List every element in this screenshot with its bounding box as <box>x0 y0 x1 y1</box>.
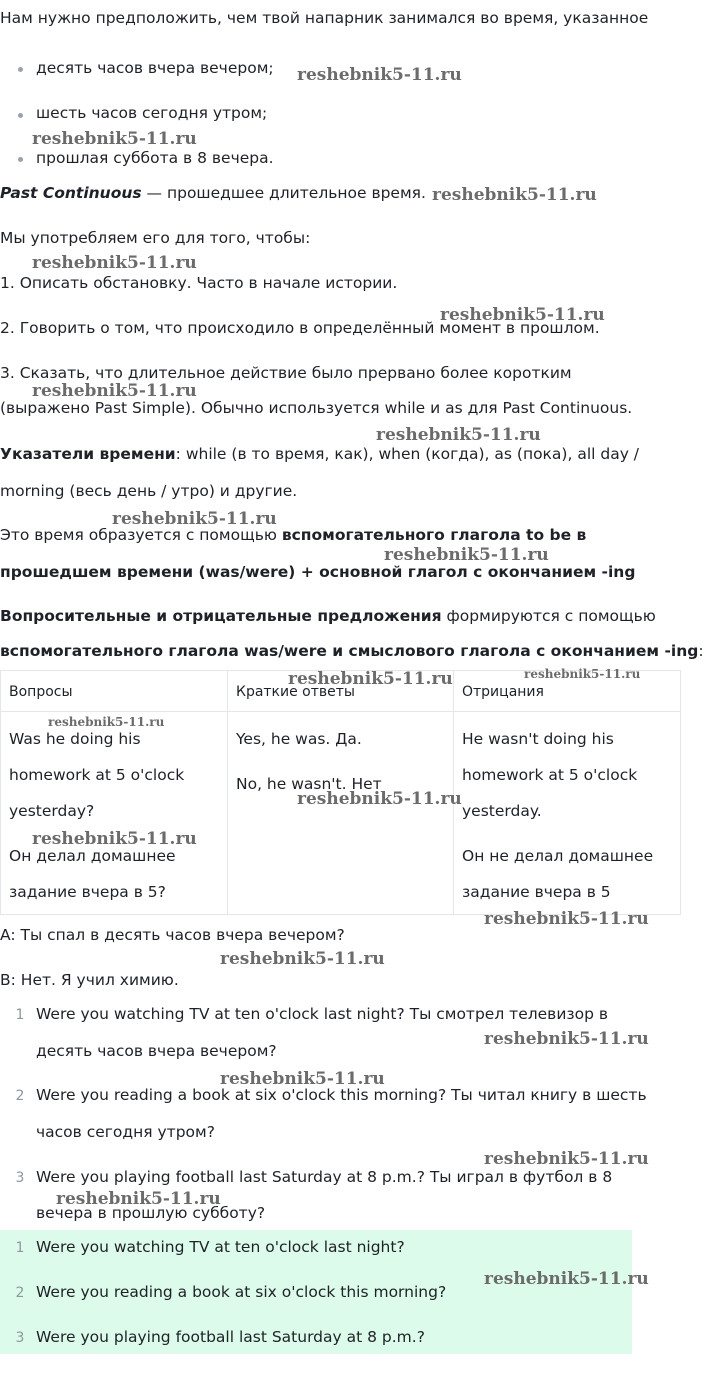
watermark: reshebnik5-11.ru <box>48 715 165 729</box>
bullet-dot <box>18 157 23 162</box>
markers-line-2: morning (весь день / утро) и другие. <box>0 482 298 500</box>
translated-item-line: Were you watching TV at ten o'clock last night? Ты смотрел телевизор в <box>36 1005 609 1023</box>
header-short-answers: Краткие ответы <box>236 684 355 700</box>
watermark: reshebnik5-11.ru <box>32 129 197 149</box>
questions-line-2 <box>0 641 704 661</box>
list-number: 3 <box>15 1330 25 1346</box>
markers-label: Указатели времени <box>0 445 176 463</box>
translated-item-line: Were you playing football last Saturday at 8 p.m.? Ты играл в футбол в 8 <box>36 1168 613 1186</box>
watermark: reshebnik5-11.ru <box>32 381 197 401</box>
pc-rest: — прошедшее длительное время. <box>141 184 426 202</box>
intro-text: Нам нужно предположить, чем твой напарник занимался во время, указанное <box>0 9 649 27</box>
markers-line-1 <box>0 444 639 464</box>
formation-line-1 <box>0 525 586 545</box>
cell-line: homework at 5 o'clock <box>462 766 638 784</box>
cell-line: Он делал домашнее <box>9 847 176 865</box>
watermark: reshebnik5-11.ru <box>288 669 453 689</box>
cell-line: He wasn't doing his <box>462 730 614 748</box>
use-3: 3. Сказать, что длительное действие было прервано более коротким <box>0 364 572 382</box>
watermark: reshebnik5-11.ru <box>32 253 197 273</box>
use-intro: Мы употребляем его для того, чтобы: <box>0 229 311 247</box>
list-number: 2 <box>15 1285 25 1301</box>
use-3-cont: (выражено Past Simple). Обычно используется while и as для Past Continuous. <box>0 399 633 417</box>
watermark: reshebnik5-11.ru <box>56 1189 221 1209</box>
cell-line: yesterday. <box>462 802 542 820</box>
table-cell-short-answers <box>228 712 454 915</box>
translated-item-line: вечера в прошлую субботу? <box>36 1204 266 1222</box>
cell-line: задание вчера в 5 <box>462 883 611 901</box>
watermark: reshebnik5-11.ru <box>484 1269 649 1289</box>
list-number: 1 <box>15 1240 25 1256</box>
translated-item-line: часов сегодня утром? <box>36 1123 215 1141</box>
header-negatives: Отрицания <box>462 684 544 700</box>
questions-line-1 <box>0 606 656 626</box>
cell-line: No, he wasn't. Нет <box>236 775 382 793</box>
bullet-dot <box>18 67 23 72</box>
translated-item-line: десять часов вчера вечером? <box>36 1042 277 1060</box>
time-item: десять часов вчера вечером; <box>36 59 274 77</box>
table-cell-questions <box>1 712 228 915</box>
watermark: reshebnik5-11.ru <box>432 185 597 205</box>
formation-plain: Это время образуется с помощью <box>0 526 282 544</box>
questions-bold: Вопросительные и отрицательные предложения <box>0 607 442 625</box>
cell-line: Was he doing his <box>9 730 141 748</box>
watermark: reshebnik5-11.ru <box>32 829 197 849</box>
bullet-dot <box>18 113 23 118</box>
cell-line: Yes, he was. Да. <box>236 730 362 748</box>
watermark: reshebnik5-11.ru <box>220 949 385 969</box>
cell-line: задание вчера в 5? <box>9 883 166 901</box>
use-1: 1. Описать обстановку. Часто в начале истории. <box>0 274 398 292</box>
watermark: reshebnik5-11.ru <box>376 425 541 445</box>
pc-definition <box>0 183 426 203</box>
watermark: reshebnik5-11.ru <box>484 909 649 929</box>
header-questions: Вопросы <box>9 684 73 700</box>
watermark: reshebnik5-11.ru <box>440 305 605 325</box>
time-item: прошлая суббота в 8 вечера. <box>36 149 274 167</box>
watermark: reshebnik5-11.ru <box>297 789 462 809</box>
table-cell-negatives <box>454 712 681 915</box>
watermark: reshebnik5-11.ru <box>484 1029 649 1049</box>
watermark: reshebnik5-11.ru <box>220 1069 385 1089</box>
list-number: 3 <box>15 1170 25 1186</box>
cell-line: homework at 5 o'clock <box>9 766 185 784</box>
markers-text: : while (в то время, как), when (когда), as (пока), all day / <box>175 445 640 463</box>
answer-item: Were you playing football last Saturday at 8 p.m.? <box>36 1328 425 1346</box>
translated-item-line: Were you reading a book at six o'clock this morning? Ты читал книгу в шесть <box>36 1086 647 1104</box>
list-number: 2 <box>15 1088 25 1104</box>
watermark: reshebnik5-11.ru <box>384 545 549 565</box>
answer-item: Were you watching TV at ten o'clock last night? <box>36 1238 405 1256</box>
list-number: 1 <box>15 1007 25 1023</box>
pc-term: Past Continuous <box>0 184 142 202</box>
watermark: reshebnik5-11.ru <box>297 65 462 85</box>
questions-plain: формируются с помощью <box>441 607 656 625</box>
formation-bold-1: вспомогательного глагола to be в <box>281 526 587 544</box>
watermark: reshebnik5-11.ru <box>112 509 277 529</box>
cell-line: Он не делал домашнее <box>462 847 654 865</box>
table-header-cell <box>1 671 228 712</box>
use-2: 2. Говорить о том, что происходило в определённый момент в прошлом. <box>0 319 600 337</box>
dialog-line-b: B: Нет. Я учил химию. <box>0 971 179 989</box>
answer-item: Were you reading a book at six o'clock this morning? <box>36 1283 447 1301</box>
dialog-line-a: A: Ты спал в десять часов вчера вечером? <box>0 926 345 944</box>
questions-line-2-bold: вспомогательного глагола was/were и смыслового глагола с окончанием -ing <box>0 642 699 660</box>
formation-line-2: прошедшем времени (was/were) + основной глагол с окончанием -ing <box>0 563 636 581</box>
watermark: reshebnik5-11.ru <box>484 1149 649 1169</box>
watermark: reshebnik5-11.ru <box>524 667 641 681</box>
time-item: шесть часов сегодня утром; <box>36 104 268 122</box>
cell-line: yesterday? <box>9 802 95 820</box>
questions-line-2-end: : <box>698 642 704 660</box>
